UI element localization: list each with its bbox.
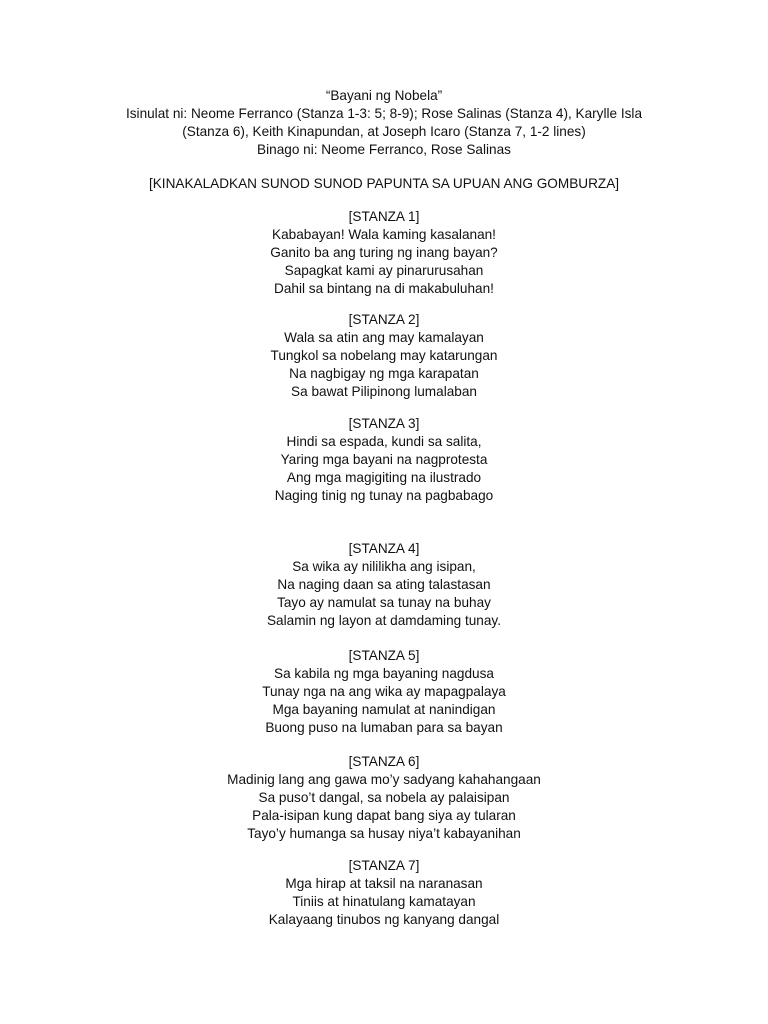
verse-line: Mga hirap at taksil na naranasan	[285, 875, 483, 891]
stage-direction: [KINAKALADKAN SUNOD SUNOD PAPUNTA SA UPUAN ANG GOMBURZA]	[148, 176, 620, 191]
verse-line: Sapagkat kami ay pinarurusahan	[284, 262, 484, 278]
verse-line: Tiniis at hinatulang kamatayan	[292, 893, 476, 909]
stanza-1	[84, 208, 684, 298]
verse-line: Mga bayaning namulat at nanindigan	[272, 701, 496, 717]
stanza-4	[84, 540, 684, 630]
authors-line-2: (Stanza 6), Keith Kinapundan, at Joseph Icaro (Stanza 7, 1-2 lines)	[182, 123, 586, 139]
verse-line: Pala-isipan kung dapat bang siya ay tularan	[252, 807, 516, 823]
verse-line: Sa kabila ng mga bayaning nagdusa	[274, 665, 494, 681]
verse-line: Salamin ng layon at damdaming tunay.	[266, 612, 501, 628]
verse-line: Tunay nga na ang wika ay mapagpalaya	[262, 683, 506, 699]
verse-line: Tayo’y humanga sa husay niya’t kabayanihan	[247, 825, 521, 841]
verse-line: Tungkol sa nobelang may katarungan	[270, 347, 498, 363]
verse-line: Kababayan! Wala kaming kasalanan!	[272, 226, 496, 242]
verse-line: Madinig lang ang gawa mo’y sadyang kahahangaan	[227, 771, 541, 787]
verse-line: Sa puso’t dangal, sa nobela ay palaisipan	[258, 789, 510, 805]
verse-line: Kalayaang tinubos ng kanyang dangal	[268, 911, 500, 927]
stanza-heading: [STANZA 7]	[348, 858, 420, 873]
verse-line: Hindi sa espada, kundi sa salita,	[286, 433, 482, 449]
verse-line: Dahil sa bintang na di makabuluhan!	[274, 280, 494, 296]
stanza-2	[84, 311, 684, 401]
editors-line: Binago ni: Neome Ferranco, Rose Salinas	[257, 141, 511, 157]
verse-line: Ang mga magigiting na ilustrado	[286, 469, 482, 485]
verse-line: Sa wika ay nililikha ang isipan,	[292, 558, 476, 574]
stanza-3	[84, 415, 684, 505]
stanza-7	[84, 857, 684, 929]
verse-line: Sa bawat Pilipinong lumalaban	[291, 383, 477, 399]
stanza-heading: [STANZA 2]	[348, 312, 420, 327]
stanza-6	[84, 753, 684, 843]
verse-line: Yaring mga bayani na nagprotesta	[280, 451, 488, 467]
verse-line: Naging tinig ng tunay na pagbabago	[274, 487, 494, 503]
verse-line: Tayo ay namulat sa tunay na buhay	[277, 594, 491, 610]
stanza-heading: [STANZA 1]	[348, 209, 420, 224]
verse-line: Ganito ba ang turing ng inang bayan?	[270, 244, 498, 260]
verse-line: Na nagbigay ng mga karapatan	[289, 365, 479, 381]
verse-line: Buong puso na lumaban para sa bayan	[265, 719, 503, 735]
stanza-heading: [STANZA 4]	[348, 541, 420, 556]
authors-line-1: Isinulat ni: Neome Ferranco (Stanza 1-3: 5; 8-9); Rose Salinas (Stanza 4), Karylle Isla	[125, 105, 643, 121]
document-header	[84, 87, 684, 159]
stanza-heading: [STANZA 5]	[348, 648, 420, 663]
stanza-5	[84, 647, 684, 737]
poem-title: “Bayani ng Nobela”	[325, 88, 443, 103]
verse-line: Wala sa atin ang may kamalayan	[284, 329, 484, 345]
stanza-heading: [STANZA 6]	[348, 754, 420, 769]
stanza-heading: [STANZA 3]	[348, 416, 420, 431]
verse-line: Na naging daan sa ating talastasan	[277, 576, 491, 592]
